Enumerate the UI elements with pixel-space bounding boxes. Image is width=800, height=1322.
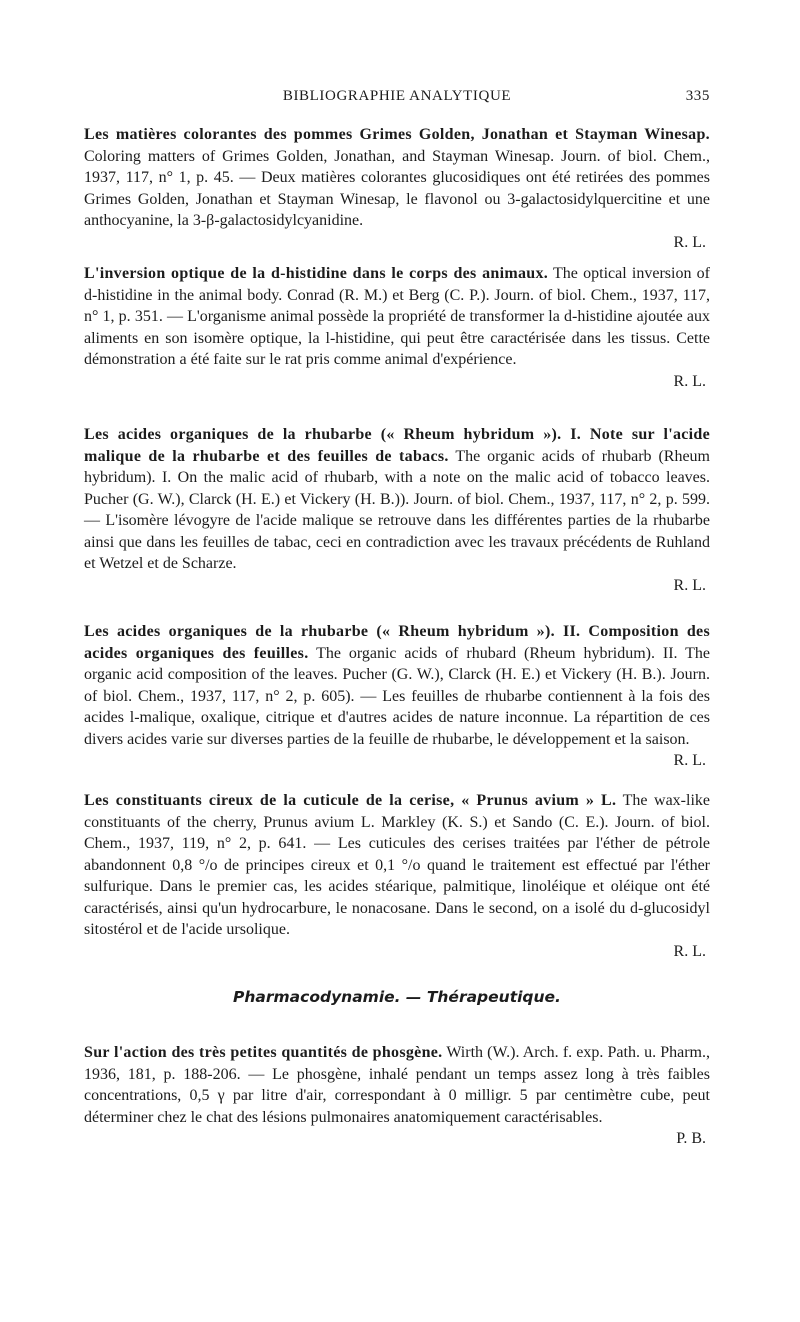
abstract-entry [84,424,710,596]
entry-title: Sur l'action des très petites quantités de phosgène. [84,1044,443,1061]
running-header [84,88,710,110]
section-heading: Pharmacodynamie. — Thérapeutique. [233,988,561,1006]
page-number: 335 [685,88,710,104]
entry-title: Les constituants cireux de la cuticule de la cerise, « Prunus avium » L. [84,792,617,809]
entry-body: Coloring matters of Grimes Golden, Jonathan, and Stayman Winesap. Journ. of biol. Chem., 1937, 117, n° 1, p. 45. — Deux matières colorantes glucosidiques ont été retirées des pommes Grimes Golden, Jonathan et Stayman Winesap, le flavonol ou 3-galactosidylquercitine et une anthocyanine, la 3-β-galactosidylcyanidine. [84,147,710,229]
entry-signature: R. L. [673,752,706,769]
header-title: BIBLIOGRAPHIE ANALYTIQUE [282,88,512,104]
abstract-entry [84,263,710,392]
entry-title: L'inversion optique de la d-histidine dans le corps des animaux. [84,265,549,282]
entry-signature: R. L. [673,576,706,594]
abstract-entry [84,1042,710,1150]
entry-title: Les acides organiques de la rhubarbe (« Rheum hybridum »). II. Composition des acides organiques des feuilles. [84,623,710,662]
entry-signature: R. L. [673,233,706,251]
entry-signature: P. B. [676,1130,706,1147]
abstract-entry [84,790,710,962]
entry-title: Les matières colorantes des pommes Grimes Golden, Jonathan et Stayman Winesap. [84,126,710,143]
entry-body: The wax-like constituants of the cherry, Prunus avium L. Markley (K. S.) et Sando (C. E.). Journ. of biol. Chem., 1937, 119, n° 2, p. 641. — Les cuticules des cerises traitées par l'éther de pétrole abandonnent 0,8 °/o de principes cireux et 0,1 °/o quand le traitement est effectué par l'éther sulfurique. Dans le premier cas, les acides stéarique, palmitique, linoléique et oléique ont été caractérisés, ainsi qu'un hydrocarbure, le nonacosane. Dans le second, on a isolé du d-glucosidyl sitostérol et de l'acide ursolique. [84,792,711,938]
abstract-entry [84,124,710,253]
entry-signature: R. L. [673,372,706,390]
entry-body: The organic acids of rhubarb (Rheum hybridum). I. On the malic acid of rhubarb, with a note on the malic acid of tobacco leaves. Pucher (G. W.), Clarck (H. E.) et Vickery (H. B.)). Journ. of biol. Chem., 1937, 117, n° 2, p. 599. — L'isomère lévogyre de l'acide malique se retrouve dans les différentes parties de la rhubarbe ainsi que dans les feuilles de tabac, ceci en contradiction avec les travaux précédents de Ruhland et Wetzel et de Scharze. [84,447,710,572]
abstract-entry [84,621,710,772]
entry-title: Les acides organiques de la rhubarbe (« Rheum hybridum »). I. Note sur l'acide malique de la rhubarbe et des feuilles de tabacs. [84,426,710,465]
entry-signature: R. L. [673,942,706,960]
entry-body: Wirth (W.). Arch. f. exp. Path. u. Pharm., 1936, 181, p. 188-206. — Le phosgène, inhalé pendant un temps assez long à très faibles concentrations, 0,5 γ par litre d'air, correspondant à 0 milligr. 5 par centimètre cube, peut déterminer chez le chat des lésions pulmonaires anatomiquement caractérisables. [84,1044,711,1126]
entry-body: The organic acids of rhubard (Rheum hybridum). II. The organic acid composition of the leaves. Pucher (G. W.), Clarck (H. E.) et Vickery (H. B.). Journ. of biol. Chem., 1937, 117, n° 2, p. 605). — Les feuilles de rhubarbe contiennent à la fois des acides l-malique, oxalique, citrique et d'autres acides de nature inconnue. La répartition de ces divers acides varie sur diverses parties de la feuille de rhubarbe, le développement et la saison. [84,644,710,748]
entry-body: The optical inversion of d-histidine in the animal body. Conrad (R. M.) et Berg (C. P.). Journ. of biol. Chem., 1937, 117, n° 1, p. 351. — L'organisme animal possède la propriété de transformer la d-histidine ajoutée aux aliments en son isomère optique, la l-histidine, qui peut être caractérisée dans les tissus. Cette démonstration a été faite sur le rat pris comme animal d'expérience. [84,265,710,368]
